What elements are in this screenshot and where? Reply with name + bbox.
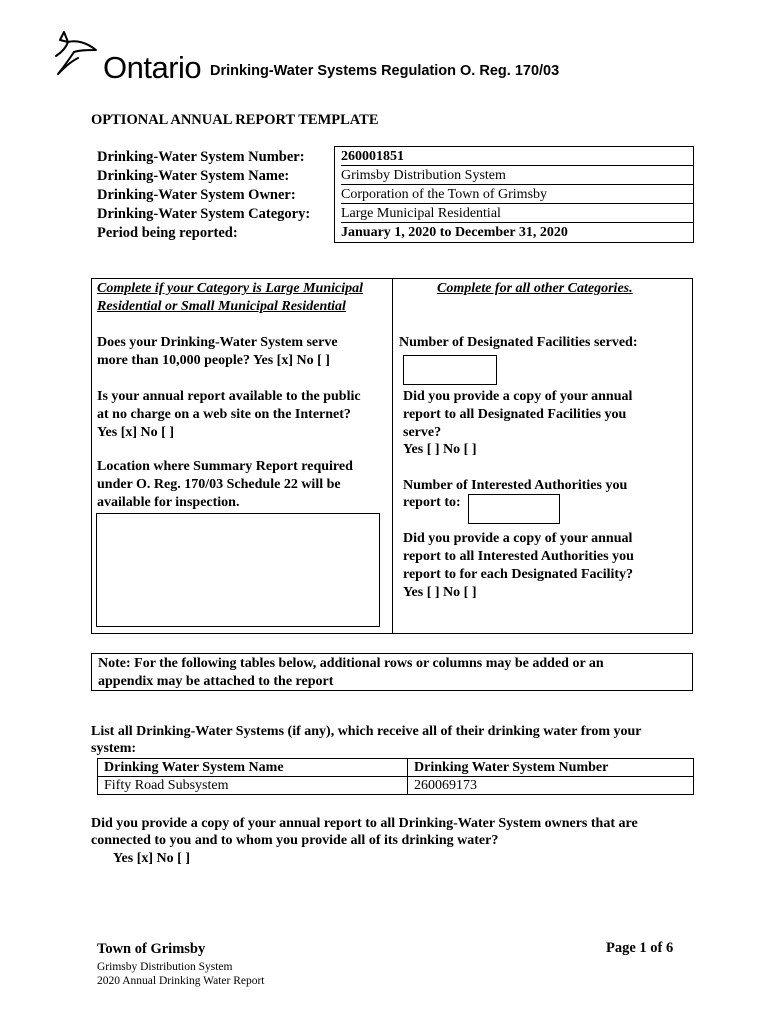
system-number-label: Drinking-Water System Number: (97, 149, 305, 165)
system-number-value: 260001851 (341, 147, 693, 166)
footer-system: Grimsby Distribution System (97, 961, 233, 973)
ia-line2: report to: (403, 495, 461, 510)
systems-intro-line2: system: (91, 741, 137, 756)
copy-df-line2: report to all Designated Facilities you (403, 407, 627, 422)
systems-table (97, 758, 694, 795)
ontario-wordmark: Ontario (103, 50, 202, 85)
copy-df-line3: serve? (403, 425, 442, 440)
system-info-values-box (334, 146, 694, 243)
system-name-value: Grimsby Distribution System (341, 166, 693, 185)
system-number-cell: 260069173 (408, 777, 694, 795)
q2-line3: Yes [x] No [ ] (97, 425, 174, 440)
copy-ia-line4: Yes [ ] No [ ] (403, 585, 477, 600)
document-title: OPTIONAL ANNUAL REPORT TEMPLATE (91, 112, 379, 128)
note-line1: Note: For the following tables below, additional rows or columns may be added or an (98, 656, 604, 671)
ia-line1: Number of Interested Authorities you (403, 478, 628, 493)
right-heading: Complete for all other Categories. (437, 281, 633, 296)
table-header-row (98, 759, 694, 777)
system-name-label: Drinking-Water System Name: (97, 168, 290, 184)
left-heading-line2: Residential or Small Municipal Residential (97, 299, 346, 314)
regulation-title: Drinking-Water Systems Regulation O. Reg. 170/03 (210, 63, 560, 79)
table-row (98, 777, 694, 795)
interested-authorities-input[interactable] (468, 494, 560, 524)
q3-line1: Location where Summary Report required (97, 459, 353, 474)
period-value: January 1, 2020 to December 31, 2020 (341, 225, 568, 240)
footer-town: Town of Grimsby (97, 941, 206, 957)
q1-line2: more than 10,000 people? Yes [x] No [ ] (97, 353, 330, 368)
note-box (91, 653, 693, 691)
footer-report: 2020 Annual Drinking Water Report (97, 975, 265, 987)
owners-question-line1: Did you provide a copy of your annual report to all Drinking-Water System owners that are (91, 816, 638, 831)
page-number: Page 1 of 6 (606, 940, 674, 956)
system-owner-label: Drinking-Water System Owner: (97, 187, 296, 203)
copy-ia-line3: report to for each Designated Facility? (403, 567, 634, 582)
copy-df-line1: Did you provide a copy of your annual (403, 389, 633, 404)
left-heading-line1: Complete if your Category is Large Municipal (97, 281, 363, 296)
category-column-divider (392, 278, 393, 634)
copy-ia-line1: Did you provide a copy of your annual (403, 531, 633, 546)
system-category-value: Large Municipal Residential (341, 204, 693, 223)
q2-line2: at no charge on a web site on the Internet? (97, 407, 351, 422)
q3-line2: under O. Reg. 170/03 Schedule 22 will be (97, 477, 341, 492)
q3-line3: available for inspection. (97, 495, 240, 510)
designated-facilities-input[interactable] (403, 355, 497, 385)
systems-intro-line1: List all Drinking-Water Systems (if any), which receive all of their drinking water from your (91, 724, 642, 739)
system-category-label: Drinking-Water System Category: (97, 206, 311, 222)
col2-header: Drinking Water System Number (408, 759, 694, 777)
owners-question-answer: Yes [x] No [ ] (113, 851, 190, 866)
col1-header: Drinking Water System Name (98, 759, 408, 777)
owners-question-line2: connected to you and to whom you provide all of its drinking water? (91, 833, 499, 848)
q1-line1: Does your Drinking-Water System serve (97, 335, 338, 350)
footer-left (97, 940, 265, 988)
designated-facilities-label: Number of Designated Facilities served: (399, 335, 638, 350)
q2-line1: Is your annual report available to the public (97, 389, 361, 404)
copy-ia-line2: report to all Interested Authorities you (403, 549, 634, 564)
system-name-cell: Fifty Road Subsystem (98, 777, 408, 795)
period-label: Period being reported: (97, 225, 238, 241)
note-line2: appendix may be attached to the report (98, 674, 334, 689)
copy-df-line4: Yes [ ] No [ ] (403, 442, 477, 457)
system-owner-value: Corporation of the Town of Grimsby (341, 185, 693, 204)
location-input-box[interactable] (96, 513, 380, 627)
ontario-trillium-logo-icon (52, 28, 104, 80)
